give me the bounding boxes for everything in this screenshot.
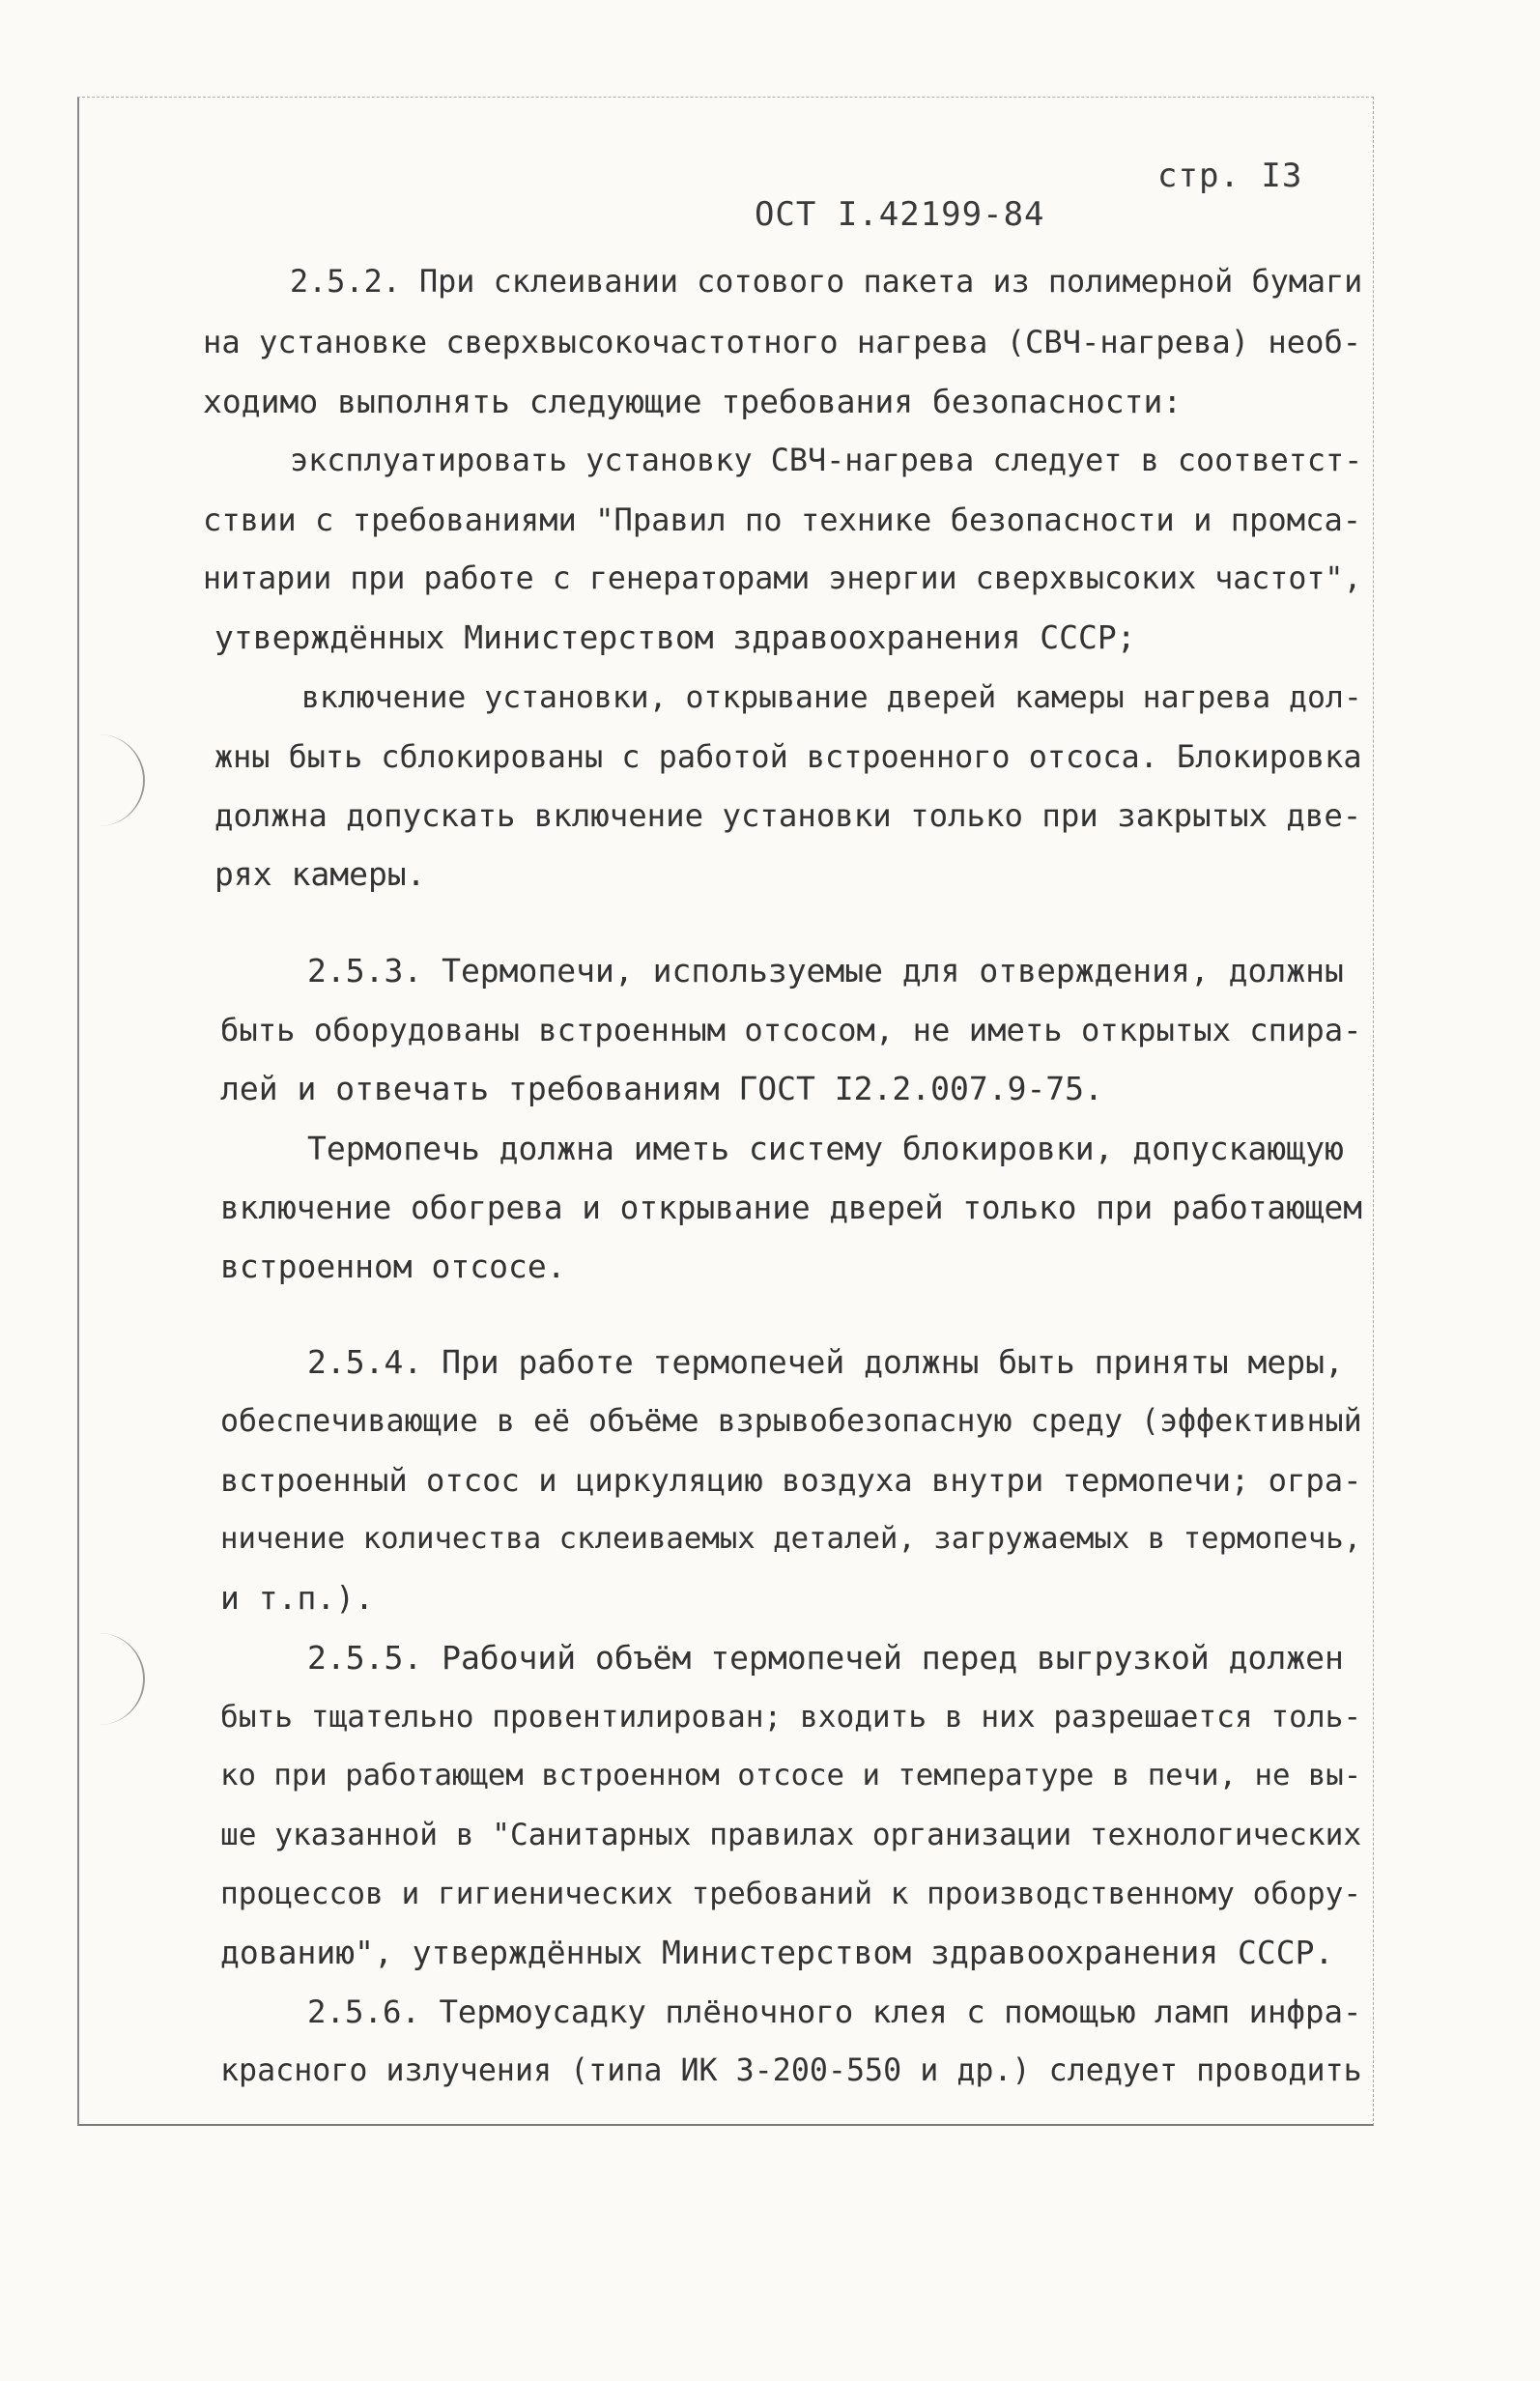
text-line: нитарии при работе с генераторами энергии сверхвысоких частот", xyxy=(203,561,1362,596)
document-id: ОСТ I.42199-84 xyxy=(754,195,1045,234)
text-line: ко при работающем встроенном отсосе и температуре в печи, не вы- xyxy=(220,1759,1362,1793)
text-line: дованию", утверждённых Министерством здравоохранения СССР. xyxy=(220,1934,1334,1971)
text-line: на установке сверхвысокочастотного нагрева (СВЧ-нагрева) необ- xyxy=(203,324,1362,360)
text-line: 2.5.6. Термоусадку плёночного клея с помощью ламп инфра- xyxy=(307,1994,1362,2030)
text-line: встроенном отсосе. xyxy=(220,1248,566,1285)
text-line: ходимо выполнять следующие требования безопасности: xyxy=(203,383,1183,420)
text-line: 2.5.3. Термопечи, используемые для отверждения, должны xyxy=(307,952,1344,990)
text-line: красного излучения (типа ИК 3-200-550 и др.) следует проводить xyxy=(220,2053,1362,2088)
text-line: ничение количества склеиваемых деталей, загружаемых в термопечь, xyxy=(220,1522,1362,1556)
text-line: жны быть сблокированы с работой встроенного отсоса. Блокировка xyxy=(214,738,1362,775)
text-line: должна допускать включение установки только при закрытых две- xyxy=(214,797,1362,834)
text-line: рях камеры. xyxy=(214,855,426,893)
text-line: эксплуатировать установку СВЧ-нагрева следует в соответст- xyxy=(290,443,1363,478)
text-line: лей и отвечать требованиям ГОСТ I2.2.007.9-75. xyxy=(220,1070,1103,1107)
text-line: быть тщательно провентилирован; входить в них разрешается толь- xyxy=(220,1700,1362,1735)
text-line: 2.5.5. Рабочий объём термопечей перед выгрузкой должен xyxy=(307,1639,1344,1677)
text-line: и т.п.). xyxy=(220,1579,374,1617)
text-line: обеспечивающие в её объёме взрывобезопасную среду (эффективный xyxy=(220,1404,1362,1439)
text-line: процессов и гигиенических требований к производственному обору- xyxy=(220,1877,1362,1911)
text-line: 2.5.4. При работе термопечей должны быть приняты меры, xyxy=(307,1343,1344,1381)
text-line: ствии с требованиями "Правил по технике безопасности и промса- xyxy=(203,502,1362,538)
text-line: быть оборудованы встроенным отсосом, не иметь открытых спира- xyxy=(220,1012,1362,1048)
text-line: Термопечь должна иметь систему блокировки, допускающую xyxy=(307,1130,1344,1167)
text-line: встроенный отсос и циркуляцию воздуха внутри термопечи; огра- xyxy=(220,1462,1362,1499)
text-line: включение обогрева и открывание дверей только при работающем xyxy=(220,1190,1362,1226)
page-header xyxy=(713,157,1303,273)
page-number: стр. I3 xyxy=(1157,157,1303,195)
text-line: ше указанной в "Санитарных правилах организации технологических xyxy=(220,1818,1362,1852)
text-line: включение установки, открывание дверей камеры нагрева дол- xyxy=(301,680,1362,715)
text-line: утверждённых Министерством здравоохранения СССР; xyxy=(214,618,1136,656)
text-line: 2.5.2. При склеивании сотового пакета из полимерной бумаги xyxy=(290,264,1363,300)
